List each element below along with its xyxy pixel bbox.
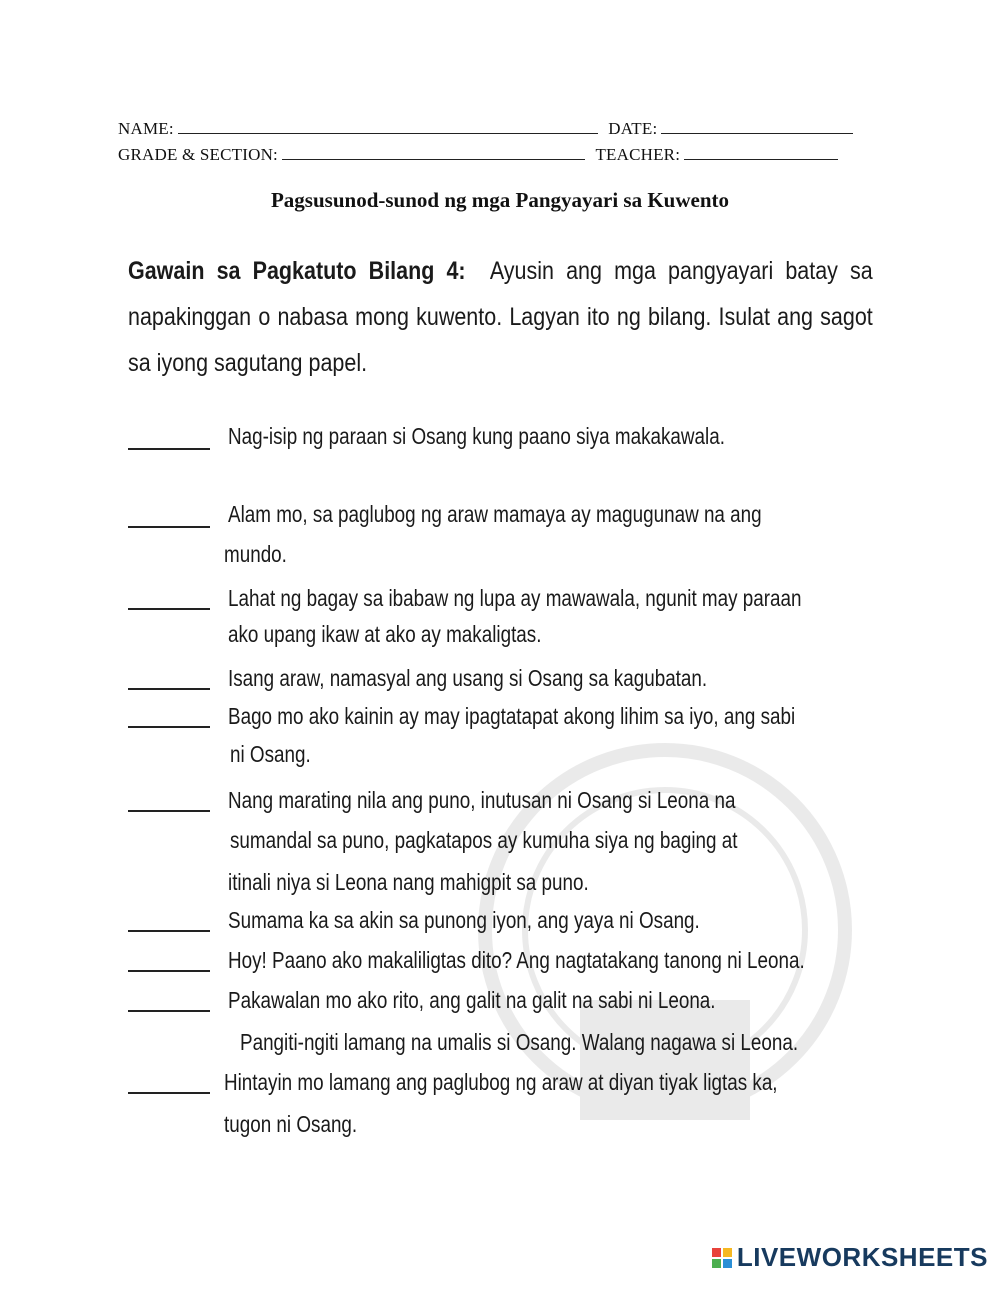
item-text: Sumama ka sa akin sa punong iyon, ang yaya ni Osang. <box>228 907 700 933</box>
item-text: mundo. <box>224 541 287 567</box>
item-text: ni Osang. <box>230 741 311 767</box>
answer-blank[interactable] <box>128 1010 210 1012</box>
grade-field-row <box>118 145 838 165</box>
answer-blank[interactable] <box>128 448 210 450</box>
item-text: ako upang ikaw at ako ay makaligtas. <box>228 621 542 647</box>
logo-block <box>712 1259 721 1268</box>
item-text: Nag-isip ng paraan si Osang kung paano siya makakawala. <box>228 423 725 449</box>
answer-blank[interactable] <box>128 726 210 728</box>
logo-blocks-icon <box>712 1248 732 1268</box>
answer-blank[interactable] <box>128 810 210 812</box>
worksheet-title: Pagsusunod-sunod ng mga Pangyayari sa Kuwento <box>270 188 730 212</box>
item-text: sumandal sa puno, pagkatapos ay kumuha siya ng baging at <box>230 827 738 853</box>
item-text: Isang araw, namasyal ang usang si Osang sa kagubatan. <box>228 665 708 691</box>
grade-section-label: GRADE & SECTION: <box>118 145 278 164</box>
logo-block <box>723 1259 732 1268</box>
item-text: Hintayin mo lamang ang paglubog ng araw at diyan tiyak ligtas ka, <box>224 1069 778 1095</box>
logo-block <box>723 1248 732 1257</box>
item-text: tugon ni Osang. <box>224 1111 358 1137</box>
liveworksheets-logo <box>712 1242 988 1273</box>
item-text: Nang marating nila ang puno, inutusan ni Osang si Leona na <box>228 787 736 813</box>
name-blank[interactable] <box>178 119 598 134</box>
instruction-text: Ayusin ang mga pangyayari batay sa napakinggan o nabasa mong kuwento. Lagyan ito ng bilang. Isulat ang sagot sa iyong sagutang papel. <box>128 257 873 377</box>
answer-blank[interactable] <box>128 970 210 972</box>
name-label: NAME: <box>118 119 174 138</box>
item-text: Pangiti-ngiti lamang na umalis si Osang. Walang nagawa si Leona. <box>240 1029 799 1055</box>
name-field-row <box>118 119 853 139</box>
answer-blank[interactable] <box>128 1092 210 1094</box>
answer-blank[interactable] <box>128 526 210 528</box>
date-blank[interactable] <box>661 119 853 134</box>
logo-text: LIVEWORKSHEETS <box>736 1242 988 1272</box>
grade-section-blank[interactable] <box>282 145 585 160</box>
answer-blank[interactable] <box>128 608 210 610</box>
instruction-paragraph <box>128 248 873 386</box>
item-text: Alam mo, sa paglubog ng araw mamaya ay magugunaw na ang <box>228 501 762 527</box>
item-text: itinali niya si Leona nang mahigpit sa puno. <box>228 869 589 895</box>
item-text: Lahat ng bagay sa ibabaw ng lupa ay mawawala, ngunit may paraan <box>228 585 802 611</box>
item-text: Pakawalan mo ako rito, ang galit na galit na sabi ni Leona. <box>228 987 716 1013</box>
teacher-label: TEACHER: <box>595 145 681 164</box>
teacher-blank[interactable] <box>684 145 838 160</box>
answer-blank[interactable] <box>128 930 210 932</box>
activity-label: Gawain sa Pagkatuto Bilang 4: <box>128 257 466 285</box>
logo-block <box>712 1248 721 1257</box>
item-text: Bago mo ako kainin ay may ipagtatapat akong lihim sa iyo, ang sabi <box>228 703 796 729</box>
date-label: DATE: <box>608 119 658 138</box>
item-text: Hoy! Paano ako makaliligtas dito? Ang nagtatakang tanong ni Leona. <box>228 947 805 973</box>
answer-blank[interactable] <box>128 688 210 690</box>
